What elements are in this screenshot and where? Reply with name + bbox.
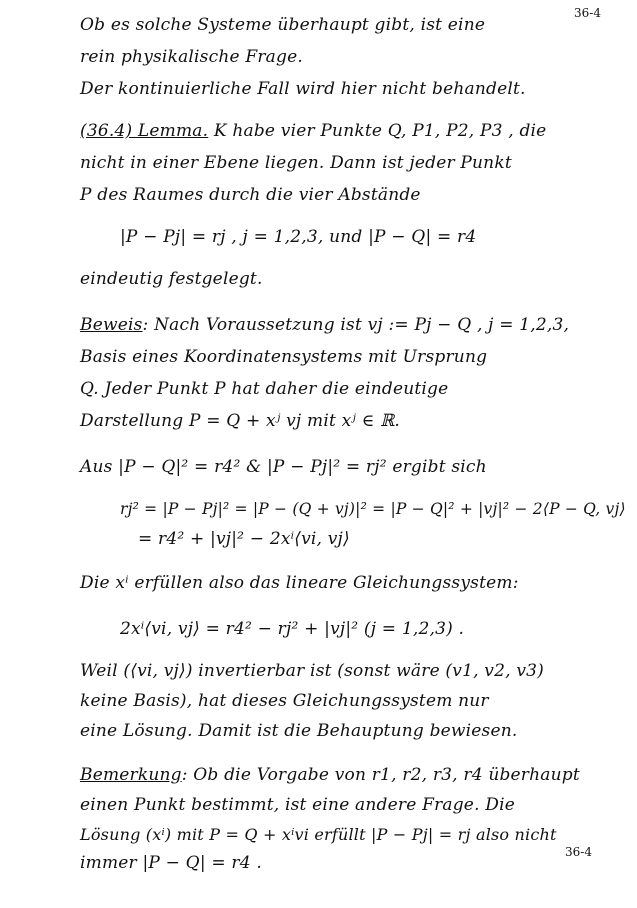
page-number-top: 36-4	[574, 6, 601, 20]
proof-text-1: : Nach Voraussetzung ist vj := Pj − Q , j = 1,2,3,	[142, 315, 570, 335]
intro-line-3: Der kontinuierliche Fall wird hier nicht behandelt.	[80, 79, 526, 99]
remark-line-4: immer |P − Q| = r4 .	[80, 853, 262, 873]
proof-conclusion-3: eine Lösung. Damit ist die Behauptung bewiesen.	[80, 721, 518, 741]
remark-line-2: einen Punkt bestimmt, ist eine andere Frage. Die	[80, 795, 516, 815]
lemma-line-2: nicht in einer Ebene liegen. Dann ist jeder Punkt	[80, 153, 512, 173]
proof-line-3: Q. Jeder Punkt P hat daher die eindeutige	[80, 379, 449, 399]
proof-equation-1: rj² = |P − Pj|² = |P − (Q + vj)|² = |P − Q|² + |vj|² − 2⟨P − Q, vj⟩	[120, 500, 626, 518]
proof-system-equation: 2xⁱ⟨vi, vj⟩ = r4² − rj² + |vj|² (j = 1,2,3) .	[120, 619, 465, 639]
lemma-line-1	[80, 120, 546, 142]
remark-line-1	[80, 764, 580, 786]
proof-line-4: Darstellung P = Q + xʲ vj mit xʲ ∈ ℝ.	[80, 411, 400, 431]
remark-line-3: Lösung (xⁱ) mit P = Q + xⁱvi erfüllt |P − Pj| = rj also nicht	[80, 825, 557, 844]
proof-label: Beweis	[80, 315, 143, 335]
proof-line-1	[80, 314, 569, 336]
proof-line-2: Basis eines Koordinatensystems mit Ursprung	[80, 347, 488, 367]
remark-text-1: : Ob die Vorgabe von r1, r2, r3, r4 überhaupt	[181, 765, 580, 785]
proof-from-line: Aus |P − Q|² = r4² & |P − Pj|² = rj² ergibt sich	[80, 457, 487, 477]
page-number-bottom: 36-4	[565, 845, 592, 859]
intro-line-2: rein physikalische Frage.	[80, 47, 303, 67]
remark-label: Bemerkung	[80, 765, 182, 785]
lemma-formula: |P − Pj| = rj , j = 1,2,3, und |P − Q| = r4	[120, 227, 477, 247]
intro-line-1: Ob es solche Systeme überhaupt gibt, ist eine	[80, 15, 486, 35]
lemma-label: (36.4) Lemma.	[80, 121, 209, 141]
proof-conclusion-2: keine Basis), hat dieses Gleichungssystem nur	[80, 691, 489, 711]
proof-system-intro: Die xⁱ erfüllen also das lineare Gleichungssystem:	[80, 573, 519, 593]
proof-conclusion-1: Weil (⟨vi, vj⟩) invertierbar ist (sonst wäre (v1, v2, v3)	[80, 661, 544, 681]
lemma-closing: eindeutig festgelegt.	[80, 269, 263, 289]
proof-equation-2: = r4² + |vj|² − 2xⁱ⟨vi, vj⟩	[138, 529, 350, 549]
lemma-line-3: P des Raumes durch die vier Abstände	[80, 185, 421, 205]
lemma-text-1: K habe vier Punkte Q, P1, P2, P3 , die	[208, 121, 547, 141]
